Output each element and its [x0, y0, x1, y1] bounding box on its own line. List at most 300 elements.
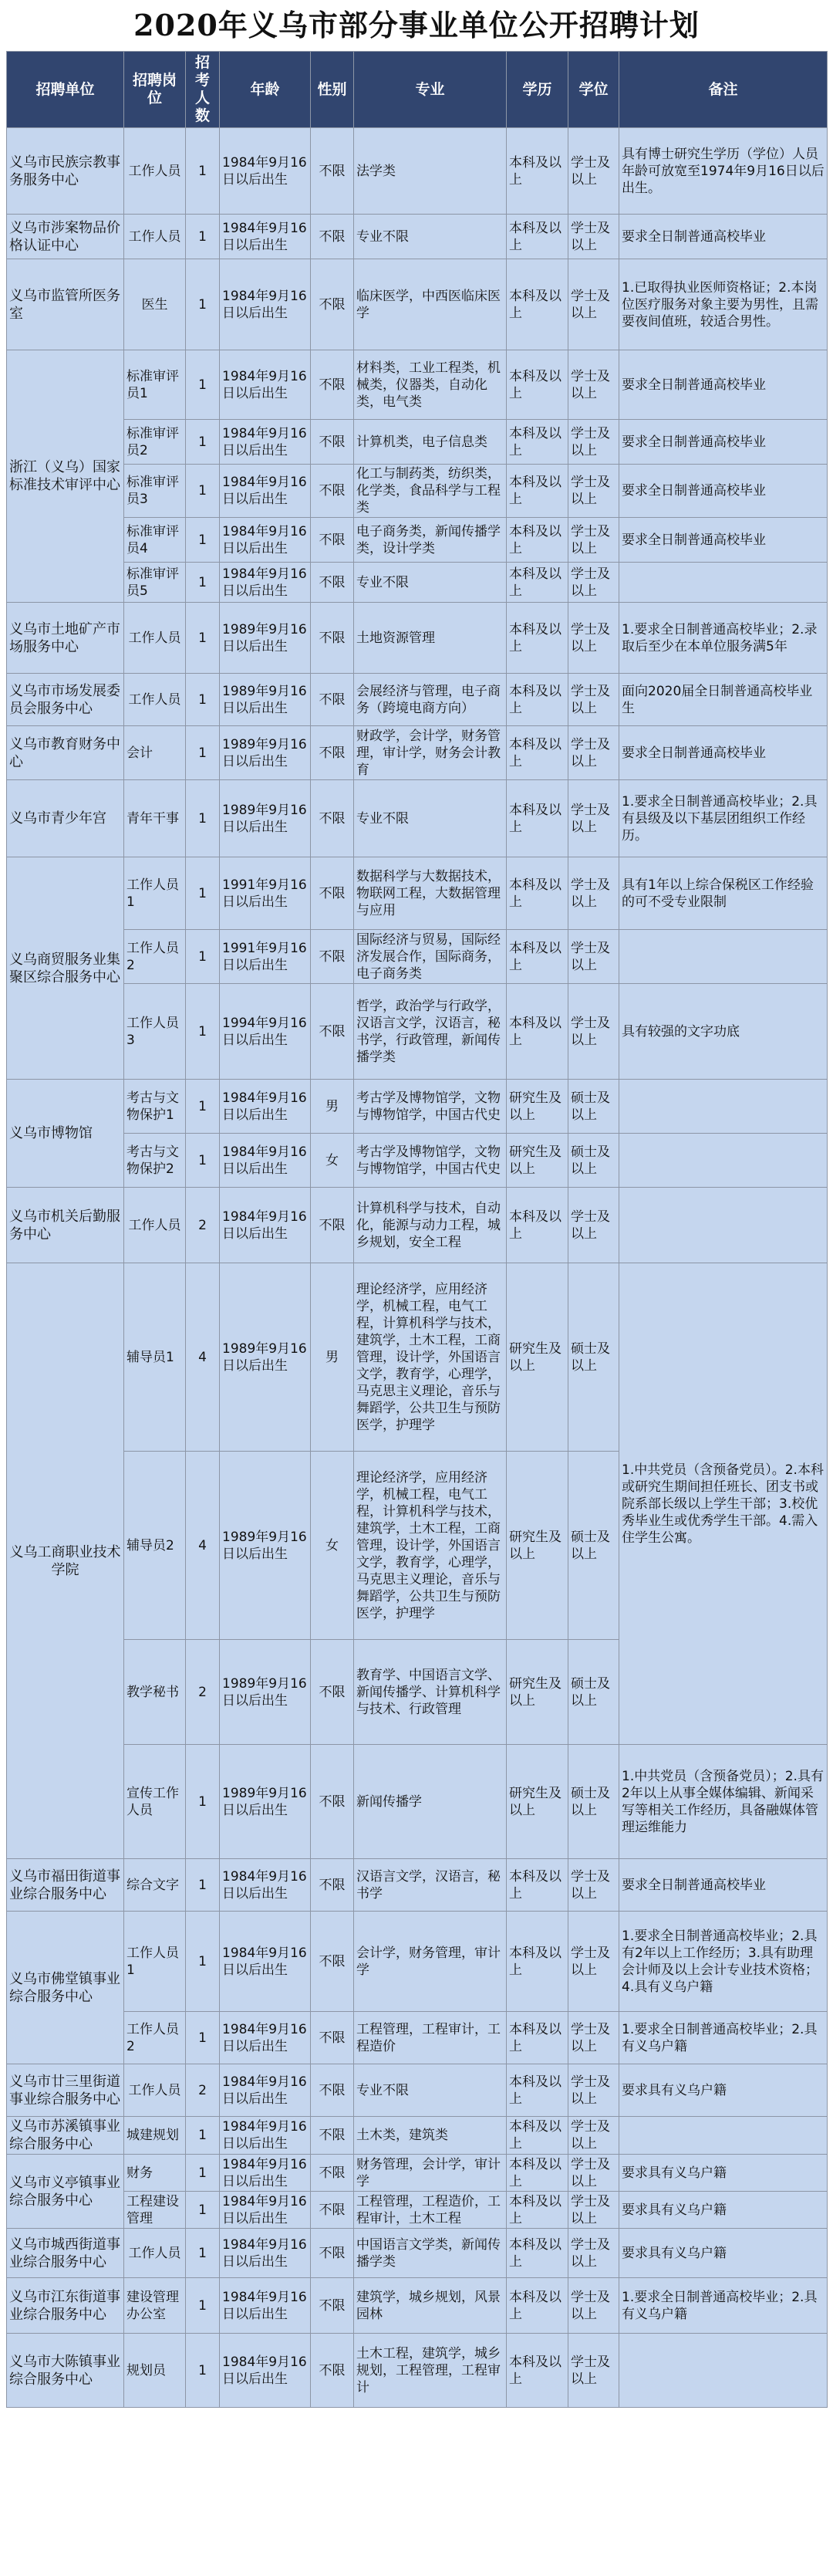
table-row — [7, 2334, 828, 2408]
count-cell: 1 — [186, 1912, 220, 2012]
header-position: 招聘岗位 — [124, 52, 186, 128]
count-cell: 1 — [186, 465, 220, 518]
count-cell: 1 — [186, 259, 220, 350]
note-cell: 1.要求全日制普通高校毕业；2.具有2年以上工作经历；3.具有助理会计师及以上会计专业技术资格；4.具有义乌户籍 — [619, 1912, 828, 2012]
major-cell: 材料类，工业工程类，机械类，仪器类，自动化类，电气类 — [354, 350, 507, 420]
note-cell: 1.要求全日制普通高校毕业；2.具有义乌户籍 — [619, 2012, 828, 2064]
major-cell: 专业不限 — [354, 563, 507, 603]
note-cell: 要求全日制普通高校毕业 — [619, 518, 828, 563]
note-cell: 要求具有义乌户籍 — [619, 2064, 828, 2117]
count-cell: 1 — [186, 1080, 220, 1134]
education-cell: 本科及以上 — [507, 984, 568, 1080]
age-cell: 1991年9月16日以后出生 — [220, 857, 311, 930]
degree-cell: 学士及以上 — [568, 2117, 619, 2155]
major-cell: 数据科学与大数据技术，物联网工程，大数据管理与应用 — [354, 857, 507, 930]
position-cell: 工作人员1 — [124, 857, 186, 930]
gender-cell: 不限 — [311, 215, 354, 259]
major-cell: 财务管理，会计学，审计学 — [354, 2155, 507, 2192]
header-age: 年龄 — [220, 52, 311, 128]
count-cell: 1 — [186, 2117, 220, 2155]
table-row — [7, 518, 828, 563]
note-cell: 要求全日制普通高校毕业 — [619, 726, 828, 780]
count-cell: 1 — [186, 2229, 220, 2278]
major-cell: 计算机类，电子信息类 — [354, 420, 507, 465]
major-cell: 临床医学，中西医临床医学 — [354, 259, 507, 350]
note-cell — [619, 1080, 828, 1134]
count-cell: 1 — [186, 1134, 220, 1188]
degree-cell: 学士及以上 — [568, 603, 619, 674]
degree-cell: 学士及以上 — [568, 128, 619, 215]
note-cell: 1.要求全日制普通高校毕业；2.具有义乌户籍 — [619, 2278, 828, 2334]
degree-cell: 硕士及以上 — [568, 1134, 619, 1188]
degree-cell: 学士及以上 — [568, 259, 619, 350]
table-row — [7, 215, 828, 259]
unit-cell: 义乌市大陈镇事业综合服务中心 — [7, 2334, 124, 2408]
unit-cell: 义乌市福田街道事业综合服务中心 — [7, 1859, 124, 1912]
table-row — [7, 128, 828, 215]
age-cell: 1984年9月16日以后出生 — [220, 2278, 311, 2334]
degree-cell: 硕士及以上 — [568, 1080, 619, 1134]
count-cell: 1 — [186, 1745, 220, 1859]
gender-cell: 女 — [311, 1452, 354, 1640]
gender-cell: 不限 — [311, 603, 354, 674]
position-cell: 综合文字 — [124, 1859, 186, 1912]
gender-cell: 不限 — [311, 2117, 354, 2155]
degree-cell: 学士及以上 — [568, 2155, 619, 2192]
education-cell: 研究生及以上 — [507, 1640, 568, 1745]
age-cell: 1984年9月16日以后出生 — [220, 2334, 311, 2408]
age-cell: 1989年9月16日以后出生 — [220, 726, 311, 780]
header-degree: 学位 — [568, 52, 619, 128]
table-row — [7, 780, 828, 857]
header-unit: 招聘单位 — [7, 52, 124, 128]
table-row — [7, 2117, 828, 2155]
position-cell: 工程建设管理 — [124, 2192, 186, 2229]
education-cell: 研究生及以上 — [507, 1745, 568, 1859]
age-cell: 1984年9月16日以后出生 — [220, 1859, 311, 1912]
count-cell: 1 — [186, 930, 220, 984]
major-cell: 哲学，政治学与行政学，汉语言文学，汉语言，秘书学，行政管理，新闻传播学类 — [354, 984, 507, 1080]
major-cell: 工程管理，工程审计，工程造价 — [354, 2012, 507, 2064]
education-cell: 本科及以上 — [507, 2229, 568, 2278]
major-cell: 专业不限 — [354, 780, 507, 857]
count-cell: 4 — [186, 1452, 220, 1640]
count-cell: 2 — [186, 1640, 220, 1745]
count-cell: 1 — [186, 518, 220, 563]
count-cell: 2 — [186, 1188, 220, 1263]
unit-cell: 义乌市青少年宫 — [7, 780, 124, 857]
age-cell: 1984年9月16日以后出生 — [220, 2064, 311, 2117]
major-cell: 财政学，会计学，财务管理，审计学，财务会计教育 — [354, 726, 507, 780]
gender-cell: 不限 — [311, 350, 354, 420]
gender-cell: 不限 — [311, 930, 354, 984]
age-cell: 1984年9月16日以后出生 — [220, 518, 311, 563]
gender-cell: 不限 — [311, 674, 354, 726]
count-cell: 1 — [186, 674, 220, 726]
header-major: 专业 — [354, 52, 507, 128]
unit-cell: 义乌市监管所医务室 — [7, 259, 124, 350]
position-cell: 工作人员2 — [124, 930, 186, 984]
note-cell — [619, 2334, 828, 2408]
position-cell: 建设管理办公室 — [124, 2278, 186, 2334]
major-cell: 土地资源管理 — [354, 603, 507, 674]
age-cell: 1989年9月16日以后出生 — [220, 674, 311, 726]
table-row — [7, 2012, 828, 2064]
education-cell: 本科及以上 — [507, 2192, 568, 2229]
education-cell: 研究生及以上 — [507, 1263, 568, 1452]
major-cell: 教育学、中国语言文学、新闻传播学、计算机科学与技术、行政管理 — [354, 1640, 507, 1745]
education-cell: 本科及以上 — [507, 465, 568, 518]
note-cell: 要求全日制普通高校毕业 — [619, 465, 828, 518]
education-cell: 本科及以上 — [507, 1912, 568, 2012]
position-cell: 工作人员 — [124, 2229, 186, 2278]
education-cell: 本科及以上 — [507, 420, 568, 465]
unit-cell: 义乌市教育财务中心 — [7, 726, 124, 780]
count-cell: 1 — [186, 128, 220, 215]
age-cell: 1984年9月16日以后出生 — [220, 1134, 311, 1188]
header-gender: 性别 — [311, 52, 354, 128]
education-cell: 本科及以上 — [507, 2334, 568, 2408]
header-note: 备注 — [619, 52, 828, 128]
note-cell: 面向2020届全日制普通高校毕业生 — [619, 674, 828, 726]
page-title: 2020年义乌市部分事业单位公开招聘计划 — [133, 8, 700, 42]
degree-cell: 硕士及以上 — [568, 1452, 619, 1640]
note-cell: 具有1年以上综合保税区工作经验的可不受专业限制 — [619, 857, 828, 930]
major-cell: 专业不限 — [354, 2064, 507, 2117]
position-cell: 工作人员 — [124, 215, 186, 259]
note-cell: 要求具有义乌户籍 — [619, 2155, 828, 2192]
count-cell: 1 — [186, 563, 220, 603]
count-cell: 1 — [186, 420, 220, 465]
position-cell: 规划员 — [124, 2334, 186, 2408]
position-cell: 医生 — [124, 259, 186, 350]
degree-cell: 学士及以上 — [568, 420, 619, 465]
degree-cell: 硕士及以上 — [568, 1640, 619, 1745]
major-cell: 新闻传播学 — [354, 1745, 507, 1859]
table-row — [7, 984, 828, 1080]
unit-cell: 义乌商贸服务业集聚区综合服务中心 — [7, 857, 124, 1080]
education-cell: 本科及以上 — [507, 857, 568, 930]
count-cell: 1 — [186, 780, 220, 857]
education-cell: 本科及以上 — [507, 780, 568, 857]
gender-cell: 不限 — [311, 726, 354, 780]
degree-cell: 学士及以上 — [568, 2334, 619, 2408]
gender-cell: 不限 — [311, 2334, 354, 2408]
unit-cell: 义乌市佛堂镇事业综合服务中心 — [7, 1912, 124, 2064]
count-cell: 1 — [186, 984, 220, 1080]
position-cell: 辅导员2 — [124, 1452, 186, 1640]
count-cell: 1 — [186, 2192, 220, 2229]
unit-cell: 义乌市城西街道事业综合服务中心 — [7, 2229, 124, 2278]
note-cell: 1.要求全日制普通高校毕业；2.录取后至少在本单位服务满5年 — [619, 603, 828, 674]
education-cell: 本科及以上 — [507, 1859, 568, 1912]
note-cell — [619, 563, 828, 603]
age-cell: 1989年9月16日以后出生 — [220, 603, 311, 674]
position-cell: 教学秘书 — [124, 1640, 186, 1745]
unit-cell: 义乌市市场发展委员会服务中心 — [7, 674, 124, 726]
gender-cell: 女 — [311, 1134, 354, 1188]
age-cell: 1989年9月16日以后出生 — [220, 1452, 311, 1640]
note-cell: 1.中共党员（含预备党员）。2.本科或研究生期间担任班长、团支书或院系部长级以上学生干部；3.校优秀毕业生或优秀学生干部。4.需入住学生公寓。 — [619, 1263, 828, 1745]
major-cell: 化工与制药类，纺织类，化学类，食品科学与工程类 — [354, 465, 507, 518]
degree-cell: 学士及以上 — [568, 2278, 619, 2334]
major-cell: 理论经济学，应用经济学，机械工程，电气工程，计算机科学与技术，建筑学，土木工程，工商管理，设计学，外国语言文学，教育学，心理学，马克思主义理论，音乐与舞蹈学，公共卫生与预防医学，护理学 — [354, 1263, 507, 1452]
age-cell: 1984年9月16日以后出生 — [220, 2192, 311, 2229]
education-cell: 本科及以上 — [507, 2012, 568, 2064]
position-cell: 标准审评员2 — [124, 420, 186, 465]
education-cell: 本科及以上 — [507, 518, 568, 563]
degree-cell: 学士及以上 — [568, 2229, 619, 2278]
count-cell: 4 — [186, 1263, 220, 1452]
header-education: 学历 — [507, 52, 568, 128]
major-cell: 工程管理，工程造价，工程审计，土木工程 — [354, 2192, 507, 2229]
position-cell: 工作人员 — [124, 1188, 186, 1263]
major-cell: 专业不限 — [354, 215, 507, 259]
age-cell: 1989年9月16日以后出生 — [220, 1640, 311, 1745]
education-cell: 研究生及以上 — [507, 1134, 568, 1188]
degree-cell: 硕士及以上 — [568, 1745, 619, 1859]
count-cell: 1 — [186, 857, 220, 930]
position-cell: 财务 — [124, 2155, 186, 2192]
degree-cell: 学士及以上 — [568, 780, 619, 857]
table-row — [7, 674, 828, 726]
age-cell: 1984年9月16日以后出生 — [220, 2117, 311, 2155]
unit-cell: 义乌市苏溪镇事业综合服务中心 — [7, 2117, 124, 2155]
table-row — [7, 350, 828, 420]
position-cell: 标准审评员1 — [124, 350, 186, 420]
education-cell: 本科及以上 — [507, 1188, 568, 1263]
major-cell: 国际经济与贸易，国际经济发展合作，国际商务，电子商务类 — [354, 930, 507, 984]
gender-cell: 男 — [311, 1080, 354, 1134]
gender-cell: 不限 — [311, 128, 354, 215]
age-cell: 1984年9月16日以后出生 — [220, 1080, 311, 1134]
note-cell: 要求全日制普通高校毕业 — [619, 350, 828, 420]
gender-cell: 不限 — [311, 420, 354, 465]
degree-cell: 学士及以上 — [568, 1188, 619, 1263]
position-cell: 工作人员1 — [124, 1912, 186, 2012]
table-row — [7, 2192, 828, 2229]
major-cell: 理论经济学，应用经济学，机械工程，电气工程，计算机科学与技术，建筑学，土木工程，工商管理，设计学，外国语言文学，教育学，心理学，马克思主义理论，音乐与舞蹈学，公共卫生与预防医学，护理学 — [354, 1452, 507, 1640]
note-cell: 具有较强的文字功底 — [619, 984, 828, 1080]
education-cell: 本科及以上 — [507, 259, 568, 350]
education-cell: 本科及以上 — [507, 2117, 568, 2155]
note-cell: 要求全日制普通高校毕业 — [619, 215, 828, 259]
position-cell: 标准审评员3 — [124, 465, 186, 518]
major-cell: 建筑学，城乡规划，风景园林 — [354, 2278, 507, 2334]
education-cell: 本科及以上 — [507, 2155, 568, 2192]
unit-cell: 义乌市廿三里街道事业综合服务中心 — [7, 2064, 124, 2117]
gender-cell: 不限 — [311, 1188, 354, 1263]
gender-cell: 不限 — [311, 780, 354, 857]
major-cell: 中国语言文学类，新闻传播学类 — [354, 2229, 507, 2278]
education-cell: 本科及以上 — [507, 930, 568, 984]
education-cell: 本科及以上 — [507, 2278, 568, 2334]
note-cell: 要求全日制普通高校毕业 — [619, 420, 828, 465]
degree-cell: 学士及以上 — [568, 215, 619, 259]
age-cell: 1989年9月16日以后出生 — [220, 1745, 311, 1859]
age-cell: 1984年9月16日以后出生 — [220, 350, 311, 420]
education-cell: 研究生及以上 — [507, 1080, 568, 1134]
table-row — [7, 420, 828, 465]
education-cell: 本科及以上 — [507, 350, 568, 420]
table-row — [7, 1080, 828, 1134]
unit-cell: 义乌市江东街道事业综合服务中心 — [7, 2278, 124, 2334]
major-cell: 电子商务类，新闻传播学类，设计学类 — [354, 518, 507, 563]
age-cell: 1984年9月16日以后出生 — [220, 465, 311, 518]
gender-cell: 不限 — [311, 1859, 354, 1912]
table-row — [7, 1745, 828, 1859]
education-cell: 研究生及以上 — [507, 1452, 568, 1640]
major-cell: 汉语言文学，汉语言，秘书学 — [354, 1859, 507, 1912]
age-cell: 1984年9月16日以后出生 — [220, 128, 311, 215]
unit-cell: 义乌市义亭镇事业综合服务中心 — [7, 2155, 124, 2229]
gender-cell: 不限 — [311, 1640, 354, 1745]
note-cell: 1.已取得执业医师资格证；2.本岗位医疗服务对象主要为男性，且需要夜间值班，较适合男性。 — [619, 259, 828, 350]
table-row — [7, 1912, 828, 2012]
position-cell: 工作人员3 — [124, 984, 186, 1080]
note-cell: 要求具有义乌户籍 — [619, 2192, 828, 2229]
table-row — [7, 1263, 828, 1452]
position-cell: 辅导员1 — [124, 1263, 186, 1452]
table-row — [7, 2064, 828, 2117]
education-cell: 本科及以上 — [507, 2064, 568, 2117]
position-cell: 会计 — [124, 726, 186, 780]
count-cell: 1 — [186, 215, 220, 259]
age-cell: 1994年9月16日以后出生 — [220, 984, 311, 1080]
table-row — [7, 1859, 828, 1912]
note-cell — [619, 930, 828, 984]
unit-cell: 义乌市土地矿产市场服务中心 — [7, 603, 124, 674]
education-cell: 本科及以上 — [507, 726, 568, 780]
degree-cell: 学士及以上 — [568, 1912, 619, 2012]
major-cell: 会展经济与管理，电子商务（跨境电商方向） — [354, 674, 507, 726]
unit-cell: 义乌市博物馆 — [7, 1080, 124, 1188]
count-cell: 1 — [186, 2334, 220, 2408]
age-cell: 1984年9月16日以后出生 — [220, 259, 311, 350]
table-row — [7, 563, 828, 603]
table-row — [7, 2278, 828, 2334]
unit-cell: 浙江（义乌）国家标准技术审评中心 — [7, 350, 124, 603]
gender-cell: 不限 — [311, 2155, 354, 2192]
gender-cell: 不限 — [311, 563, 354, 603]
gender-cell: 不限 — [311, 465, 354, 518]
position-cell: 工作人员 — [124, 2064, 186, 2117]
degree-cell: 学士及以上 — [568, 1859, 619, 1912]
major-cell: 土木工程，建筑学，城乡规划，工程管理，工程审计 — [354, 2334, 507, 2408]
table-row — [7, 1134, 828, 1188]
education-cell: 本科及以上 — [507, 128, 568, 215]
position-cell: 工作人员 — [124, 603, 186, 674]
education-cell: 本科及以上 — [507, 563, 568, 603]
count-cell: 1 — [186, 2278, 220, 2334]
position-cell: 宣传工作人员 — [124, 1745, 186, 1859]
age-cell: 1984年9月16日以后出生 — [220, 2229, 311, 2278]
degree-cell: 学士及以上 — [568, 2064, 619, 2117]
note-cell: 要求具有义乌户籍 — [619, 2229, 828, 2278]
note-cell: 要求全日制普通高校毕业 — [619, 1859, 828, 1912]
degree-cell: 学士及以上 — [568, 2192, 619, 2229]
table-row — [7, 2155, 828, 2192]
table-row — [7, 726, 828, 780]
unit-cell: 义乌市民族宗教事务服务中心 — [7, 128, 124, 215]
age-cell: 1989年9月16日以后出生 — [220, 780, 311, 857]
position-cell: 青年干事 — [124, 780, 186, 857]
count-cell: 1 — [186, 2012, 220, 2064]
note-cell — [619, 1134, 828, 1188]
age-cell: 1984年9月16日以后出生 — [220, 563, 311, 603]
age-cell: 1984年9月16日以后出生 — [220, 1188, 311, 1263]
age-cell: 1984年9月16日以后出生 — [220, 2155, 311, 2192]
degree-cell: 学士及以上 — [568, 674, 619, 726]
count-cell: 2 — [186, 2064, 220, 2117]
position-cell: 工作人员2 — [124, 2012, 186, 2064]
position-cell: 标准审评员5 — [124, 563, 186, 603]
unit-cell: 义乌工商职业技术学院 — [7, 1263, 124, 1859]
count-cell: 1 — [186, 2155, 220, 2192]
table-row — [7, 857, 828, 930]
degree-cell: 学士及以上 — [568, 726, 619, 780]
gender-cell: 不限 — [311, 2064, 354, 2117]
gender-cell: 不限 — [311, 2012, 354, 2064]
age-cell: 1991年9月16日以后出生 — [220, 930, 311, 984]
position-cell: 工作人员 — [124, 128, 186, 215]
count-cell: 1 — [186, 1859, 220, 1912]
note-cell: 1.要求全日制普通高校毕业；2.具有县级及以下基层团组织工作经历。 — [619, 780, 828, 857]
major-cell: 计算机科学与技术，自动化，能源与动力工程，城乡规划，安全工程 — [354, 1188, 507, 1263]
degree-cell: 学士及以上 — [568, 930, 619, 984]
gender-cell: 不限 — [311, 2229, 354, 2278]
unit-cell: 义乌市涉案物品价格认证中心 — [7, 215, 124, 259]
age-cell: 1984年9月16日以后出生 — [220, 2012, 311, 2064]
recruitment-table — [6, 51, 828, 2408]
degree-cell: 学士及以上 — [568, 984, 619, 1080]
table-row — [7, 1188, 828, 1263]
education-cell: 本科及以上 — [507, 215, 568, 259]
major-cell: 会计学，财务管理，审计学 — [354, 1912, 507, 2012]
note-cell: 1.中共党员（含预备党员）；2.具有2年以上从事全媒体编辑、新闻采写等相关工作经历，具备融媒体管理运维能力 — [619, 1745, 828, 1859]
degree-cell: 硕士及以上 — [568, 1263, 619, 1452]
header-count: 招考人数 — [186, 52, 220, 128]
age-cell: 1984年9月16日以后出生 — [220, 215, 311, 259]
count-cell: 1 — [186, 726, 220, 780]
degree-cell: 学士及以上 — [568, 563, 619, 603]
gender-cell: 不限 — [311, 518, 354, 563]
degree-cell: 学士及以上 — [568, 857, 619, 930]
major-cell: 法学类 — [354, 128, 507, 215]
gender-cell: 不限 — [311, 2192, 354, 2229]
degree-cell: 学士及以上 — [568, 350, 619, 420]
gender-cell: 不限 — [311, 857, 354, 930]
table-header-row — [7, 52, 828, 128]
degree-cell: 学士及以上 — [568, 518, 619, 563]
major-cell: 土木类，建筑类 — [354, 2117, 507, 2155]
position-cell: 城建规划 — [124, 2117, 186, 2155]
note-cell — [619, 1188, 828, 1263]
education-cell: 本科及以上 — [507, 674, 568, 726]
age-cell: 1989年9月16日以后出生 — [220, 1263, 311, 1452]
gender-cell: 不限 — [311, 984, 354, 1080]
table-row — [7, 2229, 828, 2278]
table-row — [7, 930, 828, 984]
note-cell — [619, 2117, 828, 2155]
unit-cell: 义乌市机关后勤服务中心 — [7, 1188, 124, 1263]
degree-cell: 学士及以上 — [568, 2012, 619, 2064]
note-cell: 具有博士研究生学历（学位）人员年龄可放宽至1974年9月16日以后出生。 — [619, 128, 828, 215]
degree-cell: 学士及以上 — [568, 465, 619, 518]
position-cell: 考古与文物保护1 — [124, 1080, 186, 1134]
count-cell: 1 — [186, 603, 220, 674]
major-cell: 考古学及博物馆学，文物与博物馆学，中国古代史 — [354, 1080, 507, 1134]
